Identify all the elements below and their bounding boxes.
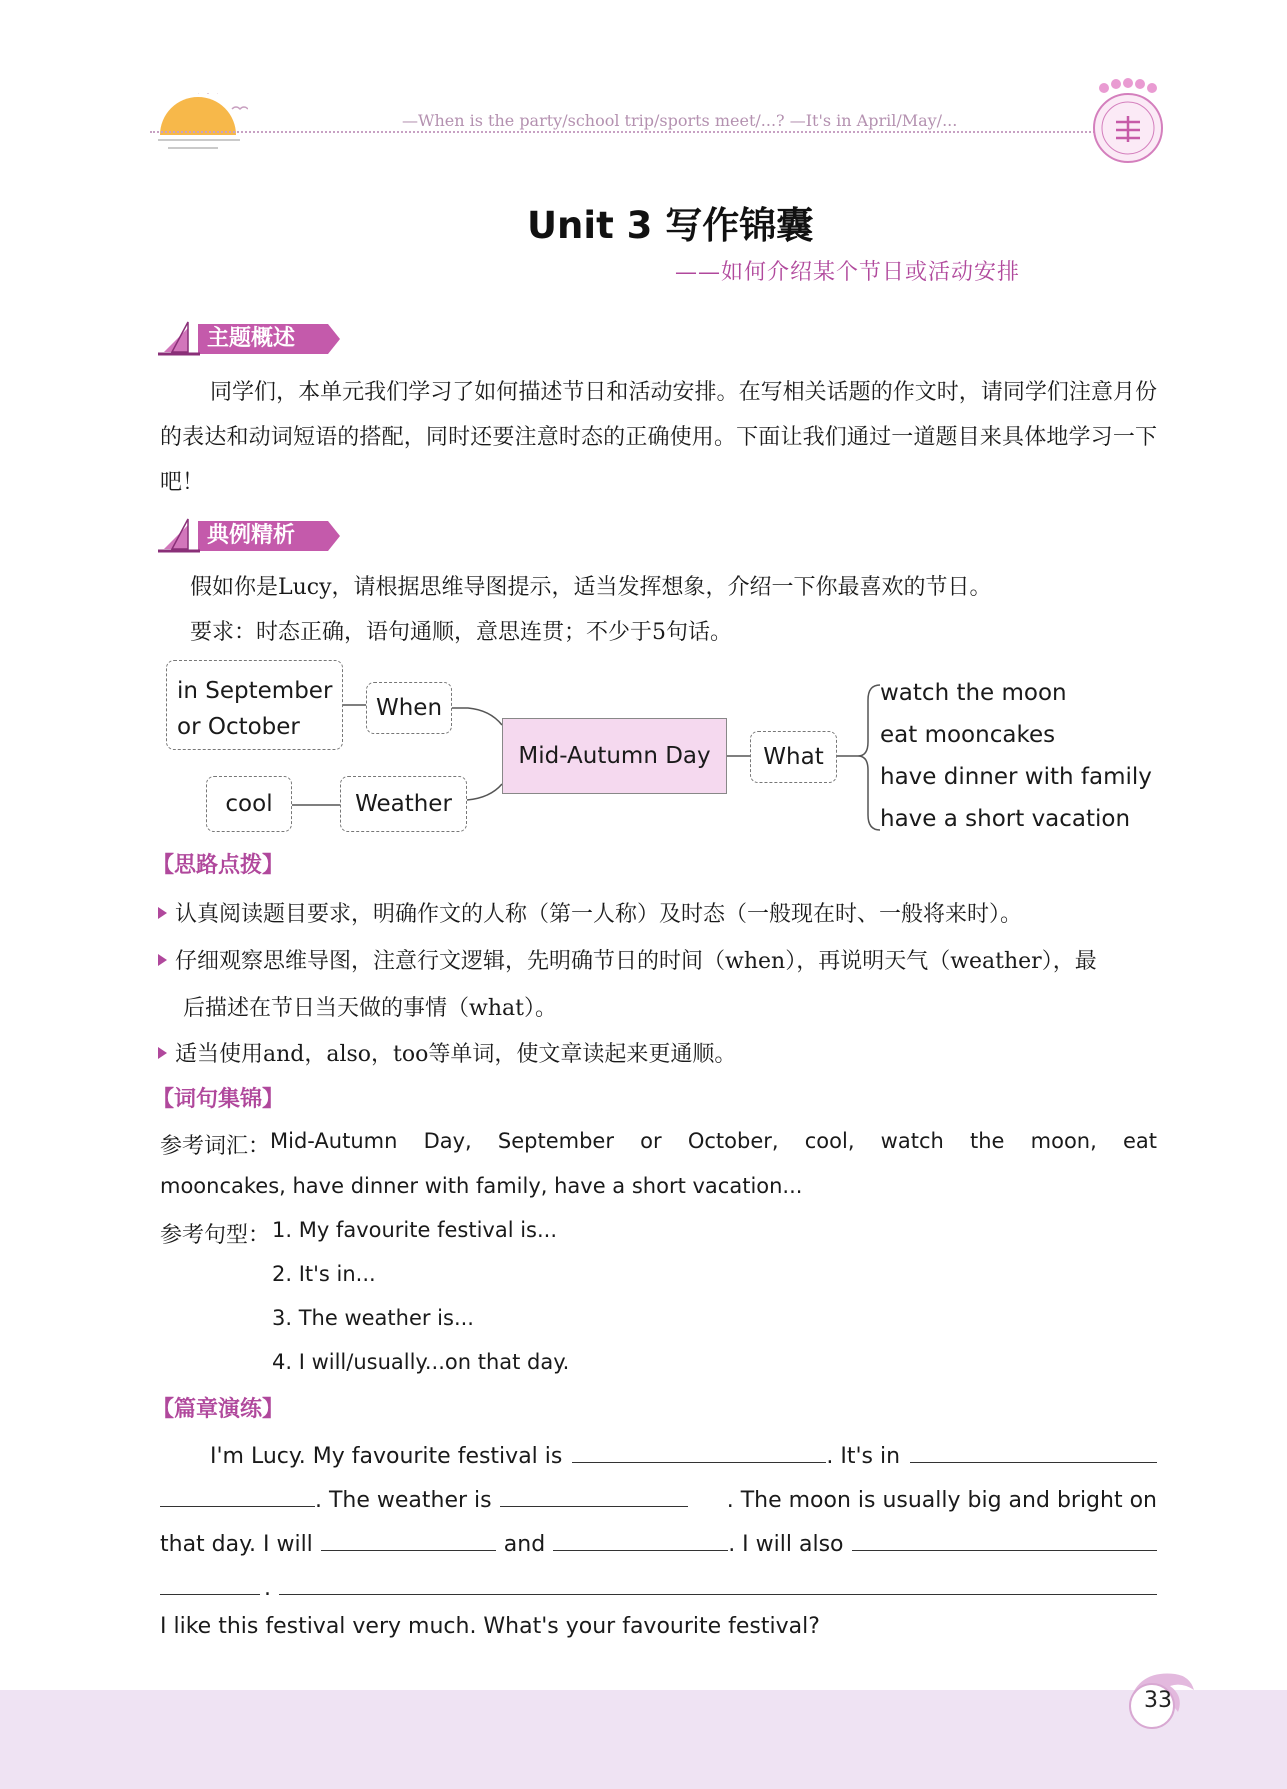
when-value-line2: or October — [177, 714, 300, 740]
tip-item-2: 仔细观察思维导图，注意行文逻辑，先明确节日的时间（when），再说明天气（weather），最 — [158, 944, 1097, 975]
overview-paragraph: 同学们，本单元我们学习了如何描述节日和活动安排。在写相关话题的作文时，请同学们注意月份的表达和动词短语的搭配，同时还要注意时态的正确使用。下面让我们通过一道题目来具体地学习一下吧！ — [160, 380, 1157, 495]
tip-item-3: 适当使用and，also，too等单词，使文章读起来更通顺。 — [158, 1037, 736, 1068]
answer-blank[interactable] — [553, 1526, 728, 1551]
vocab-sentence: 4. I will/usually...on that day. — [272, 1350, 570, 1374]
mindmap-weather-value: cool — [206, 776, 292, 832]
vocab-sentence: 3. The weather is... — [272, 1306, 474, 1330]
publisher-seal-icon — [1086, 78, 1166, 168]
tips-heading: 【思路点拨】 — [152, 853, 285, 878]
mindmap-what-item: have a short vacation — [880, 806, 1131, 832]
practice-line-4: . — [160, 1570, 1157, 1601]
practice-line-1: I'm Lucy. My favourite festival is . It's in — [160, 1438, 1157, 1469]
section-heading-example — [158, 515, 348, 551]
vocab-sentence: 1. My favourite festival is... — [272, 1218, 558, 1242]
tip-item-2-cont: 后描述在节日当天做的事情（what）。 — [183, 996, 557, 1021]
footer-band — [0, 1690, 1287, 1789]
vocab-sentence: 2. It's in... — [272, 1262, 376, 1286]
mindmap-what-item: have dinner with family — [880, 764, 1152, 790]
practice-line-5: I like this festival very much. What's your favourite festival? — [160, 1614, 820, 1639]
vocab-words-line2: mooncakes, have dinner with family, have a short vacation... — [160, 1174, 803, 1198]
bullet-triangle-icon — [158, 954, 167, 966]
example-prompt: 假如你是Lucy，请根据思维导图提示，适当发挥想象，介绍一下你最喜欢的节日。 — [190, 575, 992, 600]
sunset-icon — [158, 93, 248, 153]
running-header: —When is the party/school trip/sports meet/...? —It's in April/May/... — [402, 111, 958, 130]
bullet-triangle-icon — [158, 1047, 167, 1059]
answer-blank[interactable] — [160, 1570, 260, 1595]
section-heading-label: 典例精析 — [207, 523, 296, 548]
answer-blank[interactable] — [279, 1570, 1157, 1595]
vocab-sentences-label: 参考句型： — [160, 1223, 271, 1248]
vocab-words-text: Mid-Autumn Day, September or October, cool, watch the moon, eat — [270, 1129, 1157, 1153]
answer-blank[interactable] — [910, 1438, 1157, 1463]
answer-blank[interactable] — [572, 1438, 826, 1463]
section-heading-label: 主题概述 — [207, 326, 296, 351]
vocab-words-line1 — [160, 1129, 1157, 1160]
tip-item-1: 认真阅读题目要求，明确作文的人称（第一人称）及时态（一般现在时、一般将来时）。 — [158, 897, 1022, 928]
mindmap-weather-label: Weather — [340, 776, 467, 832]
mindmap-when-value — [166, 660, 343, 750]
section-heading-overview — [158, 318, 348, 354]
vocab-words-label: 参考词汇： — [160, 1134, 271, 1159]
example-requirement: 要求：时态正确，语句通顺，意思连贯；不少于5句话。 — [190, 620, 732, 645]
page-subtitle: ——如何介绍某个节日或活动安排 — [675, 260, 1021, 285]
answer-blank[interactable] — [500, 1482, 688, 1507]
page-title: Unit 3 写作锦囊 — [527, 204, 814, 247]
answer-blank[interactable] — [852, 1526, 1158, 1551]
practice-line-2: . The weather is . The moon is usually big and bright on — [160, 1482, 1157, 1513]
practice-line-3: that day. I will and . I will also — [160, 1526, 1157, 1557]
vocab-heading: 【词句集锦】 — [152, 1087, 285, 1112]
mindmap-what-item: watch the moon — [880, 680, 1067, 706]
answer-blank[interactable] — [321, 1526, 496, 1551]
mindmap-center: Mid-Autumn Day — [502, 718, 727, 794]
practice-heading: 【篇章演练】 — [152, 1397, 285, 1422]
mindmap-what-label: What — [750, 731, 837, 783]
mindmap-what-item: eat mooncakes — [880, 722, 1056, 748]
bullet-triangle-icon — [158, 907, 167, 919]
header-divider — [150, 131, 1095, 133]
answer-blank[interactable] — [160, 1482, 315, 1507]
page-number: 33 — [1144, 1688, 1172, 1713]
mindmap-when-label: When — [366, 682, 452, 734]
when-value-line1: in September — [177, 678, 333, 704]
